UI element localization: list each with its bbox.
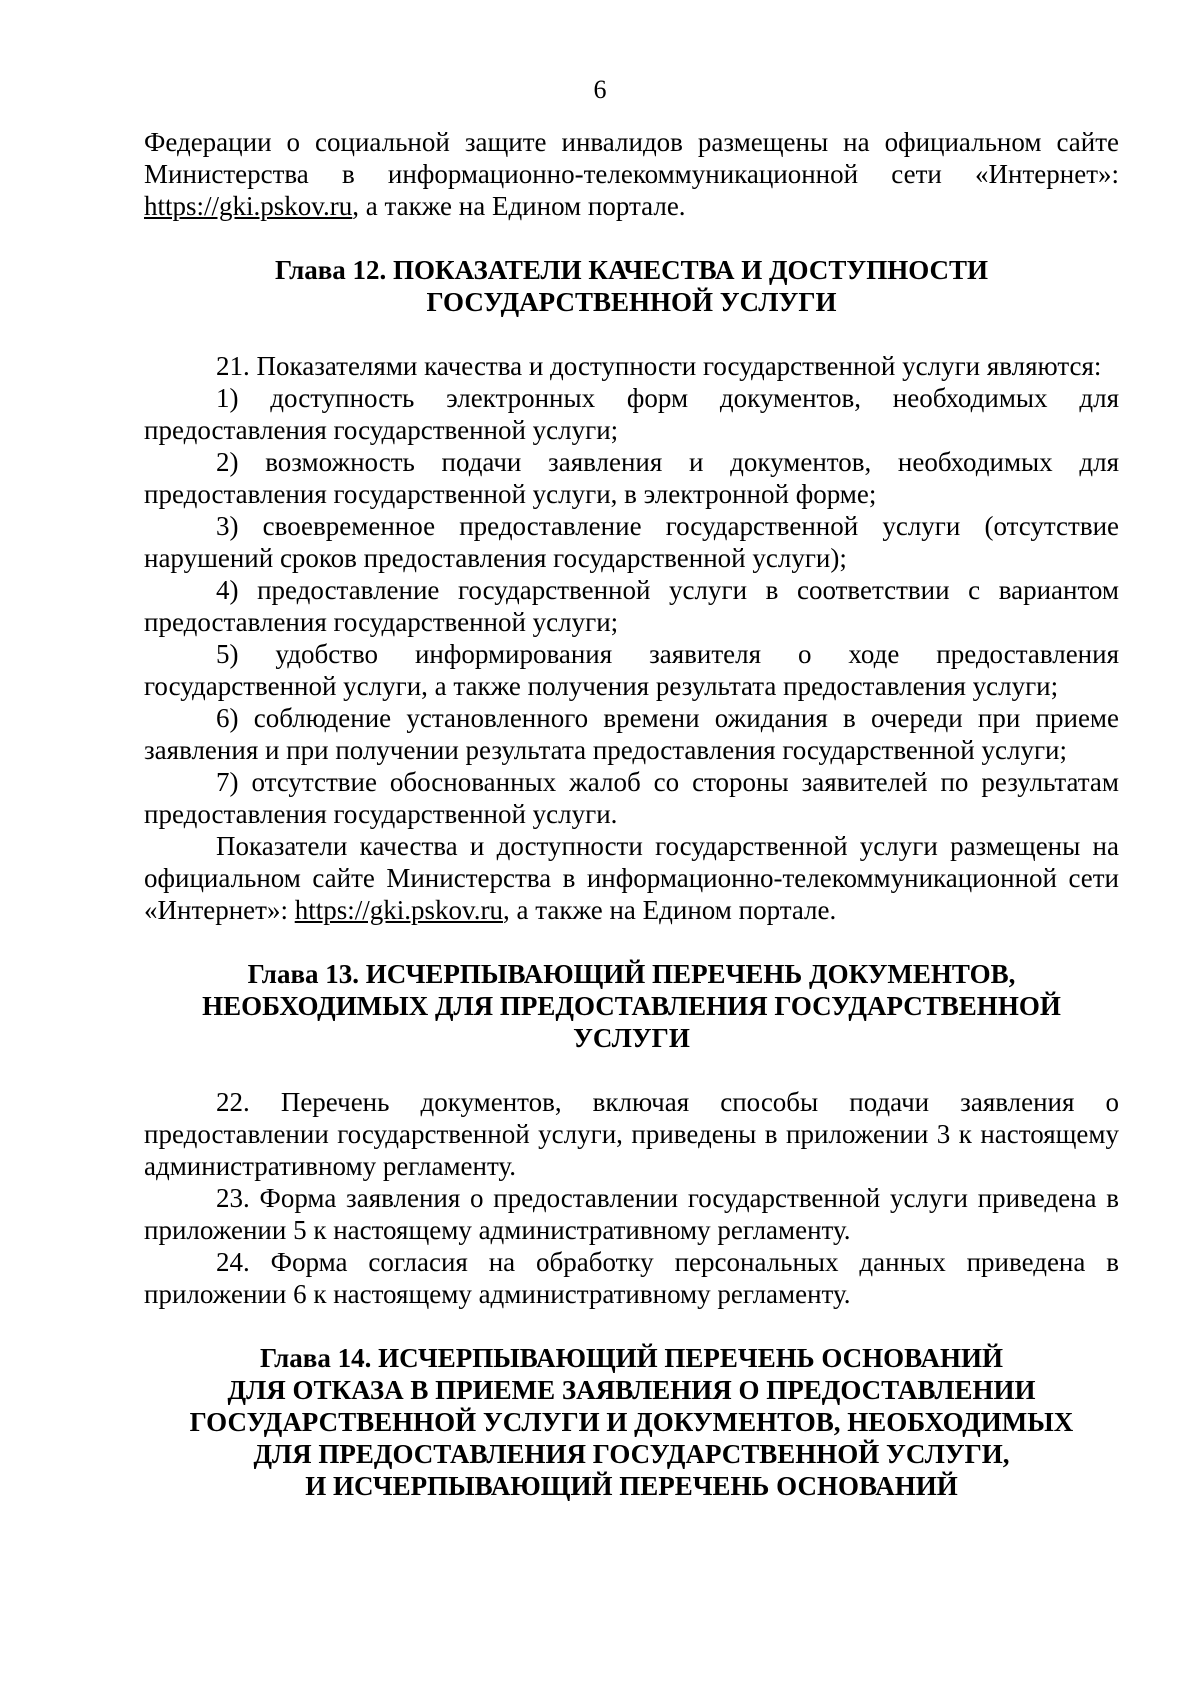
page-number: 6 — [593, 75, 607, 104]
chapter-14-line-3: ГОСУДАРСТВЕННОЙ УСЛУГИ И ДОКУМЕНТОВ, НЕОБХОДИМЫХ — [189, 1407, 1074, 1437]
document-body — [144, 126, 1119, 1502]
list-item: 6) соблюдение установленного времени ожидания в очереди при приеме заявления и при получении результата предоставления государственной услуги; — [144, 703, 1119, 765]
chapter-14-heading — [144, 1342, 1119, 1502]
chapter-13-line-3: УСЛУГИ — [573, 1023, 690, 1053]
intro-tail: , а также на Едином портале. — [352, 191, 686, 221]
indicators-text: Показатели качества и доступности государственной услуги размещены на официальном сайте Министерства в информационно-телекоммуникационной сети «Интернет»: — [144, 831, 1119, 925]
intro-paragraph — [144, 126, 1119, 222]
intro-text: Федерации о социальной защите инвалидов размещены на официальном сайте Министерства в информационно-телекоммуникационной сети «Интернет»: — [144, 127, 1119, 189]
paragraph-21: 21. Показателями качества и доступности государственной услуги являются: — [216, 351, 1102, 381]
list-item: 7) отсутствие обоснованных жалоб со стороны заявителей по результатам предоставления государственной услуги. — [144, 767, 1119, 829]
paragraph-24: 24. Форма согласия на обработку персональных данных приведена в приложении 6 к настоящему административному регламенту. — [144, 1247, 1119, 1309]
chapter-12-line-1: Глава 12. ПОКАЗАТЕЛИ КАЧЕСТВА И ДОСТУПНОСТИ — [274, 255, 989, 285]
intro-link[interactable]: https://gki.pskov.ru — [144, 191, 353, 221]
chapter-14-line-4: ДЛЯ ПРЕДОСТАВЛЕНИЯ ГОСУДАРСТВЕННОЙ УСЛУГИ, — [253, 1439, 1010, 1469]
list-item: 5) удобство информирования заявителя о ходе предоставления государственной услуги, а также получения результата предоставления услуги; — [144, 639, 1119, 701]
list-item: 4) предоставление государственной услуги в соответствии с вариантом предоставления государственной услуги; — [144, 575, 1119, 637]
chapter-13-line-2: НЕОБХОДИМЫХ ДЛЯ ПРЕДОСТАВЛЕНИЯ ГОСУДАРСТВЕННОЙ — [202, 991, 1061, 1021]
paragraph-22: 22. Перечень документов, включая способы подачи заявления о предоставлении государственной услуги, приведены в приложении 3 к настоящему административному регламенту. — [144, 1087, 1119, 1181]
indicators-paragraph — [144, 830, 1119, 926]
chapter-14-line-5: И ИСЧЕРПЫВАЮЩИЙ ПЕРЕЧЕНЬ ОСНОВАНИЙ — [305, 1471, 958, 1501]
indicators-link[interactable]: https://gki.pskov.ru — [294, 895, 503, 925]
paragraph-23: 23. Форма заявления о предоставлении государственной услуги приведена в приложении 5 к настоящему административному регламенту. — [144, 1183, 1119, 1245]
indicators-tail: , а также на Едином портале. — [502, 895, 837, 925]
list-item: 3) своевременное предоставление государственной услуги (отсутствие нарушений сроков предоставления государственной услуги); — [144, 511, 1119, 573]
chapter-13-heading — [144, 958, 1119, 1054]
chapter-14-line-1: Глава 14. ИСЧЕРПЫВАЮЩИЙ ПЕРЕЧЕНЬ ОСНОВАНИЙ — [260, 1343, 1003, 1373]
chapter-14-line-2: ДЛЯ ОТКАЗА В ПРИЕМЕ ЗАЯВЛЕНИЯ О ПРЕДОСТАВЛЕНИИ — [227, 1375, 1036, 1405]
chapter-13-line-1: Глава 13. ИСЧЕРПЫВАЮЩИЙ ПЕРЕЧЕНЬ ДОКУМЕНТОВ, — [247, 959, 1016, 989]
list-item: 2) возможность подачи заявления и документов, необходимых для предоставления государственной услуги, в электронной форме; — [144, 447, 1119, 509]
list-item: 1) доступность электронных форм документов, необходимых для предоставления государственной услуги; — [144, 383, 1119, 445]
chapter-12-heading — [144, 254, 1119, 318]
chapter-12-line-2: ГОСУДАРСТВЕННОЙ УСЛУГИ — [426, 287, 837, 317]
